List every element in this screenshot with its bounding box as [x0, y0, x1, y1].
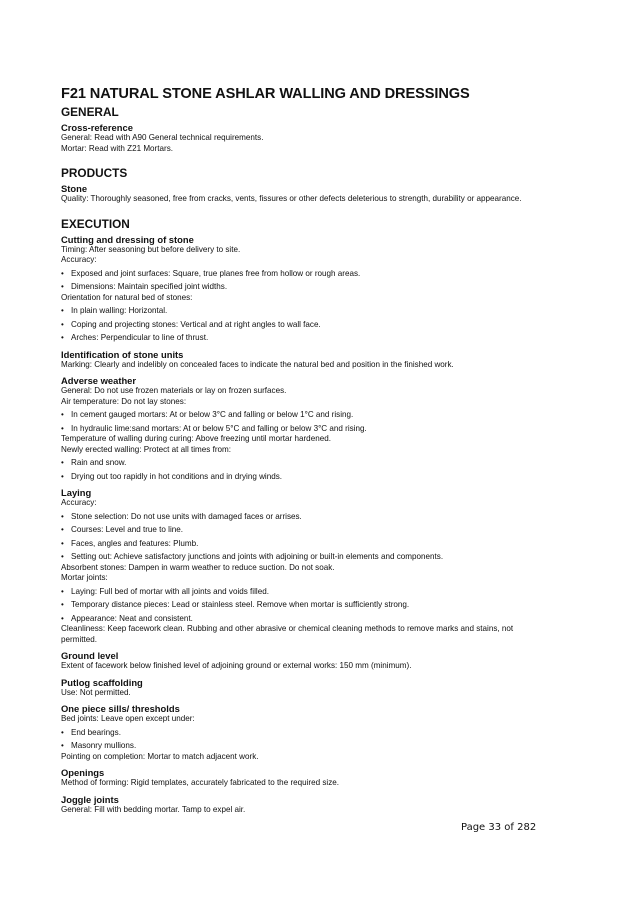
putlog-heading: Putlog scaffolding: [61, 676, 143, 688]
list-item: [61, 472, 561, 483]
sills-pointing: Pointing on completion: Mortar to match adjacent work.: [61, 751, 259, 761]
list-item: [61, 741, 561, 752]
list-item-text: Masonry mullions.: [71, 741, 137, 750]
list-item: [61, 306, 561, 317]
openings-heading: Openings: [61, 767, 105, 778]
page-number: Page 33 of 282: [461, 822, 537, 833]
list-item-text: Arches: Perpendicular to line of thrust.: [71, 333, 209, 342]
stone-heading: Stone: [61, 183, 88, 194]
list-item: [61, 539, 561, 550]
bullet-icon: •: [61, 333, 64, 342]
list-item: [61, 333, 561, 344]
joggle-heading: Joggle joints: [61, 793, 119, 805]
list-item-text: Setting out: Achieve satisfactory junctions and joints with adjoining or built-in elements and components.: [71, 552, 444, 561]
bullet-icon: •: [61, 306, 64, 315]
cutting-timing: Timing: After seasoning but before delivery to site.: [61, 244, 241, 254]
adverse-heading: Adverse weather: [61, 375, 137, 386]
bullet-icon: •: [61, 319, 64, 329]
laying-absorbent: Absorbent stones: Dampen in warm weather to reduce suction. Do not soak.: [61, 562, 335, 572]
laying-heading: Laying: [61, 487, 92, 498]
bullet-icon: •: [61, 423, 64, 433]
bullet-icon: •: [61, 458, 64, 467]
laying-cleanliness: Cleanliness: Keep facework clean. Rubbing and other abrasive or chemical cleaning methods to remove marks and stains, not: [61, 624, 514, 633]
list-item: [61, 269, 561, 280]
list-item: [61, 600, 561, 611]
list-item-text: End bearings.: [71, 727, 121, 737]
list-item-text: Courses: Level and true to line.: [71, 525, 184, 534]
ground-heading: Ground level: [61, 650, 119, 661]
cutting-orientation: Orientation for natural bed of stones:: [61, 292, 193, 302]
sills-heading: One piece sills/ thresholds: [61, 703, 180, 714]
list-item: [61, 458, 561, 469]
crossref-line-2: Mortar: Read with Z21 Mortars.: [61, 143, 173, 153]
laying-cleanliness-cont: permitted.: [61, 634, 97, 644]
cutting-accuracy: Accuracy:: [61, 255, 97, 264]
list-item-text: Exposed and joint surfaces: Square, true planes free from hollow or rough areas.: [71, 268, 361, 278]
list-item: [61, 320, 561, 331]
list-item-text: In cement gauged mortars: At or below 3°C and falling or below 1°C and rising.: [71, 410, 354, 419]
list-item-text: In hydraulic lime:sand mortars: At or below 5°C and falling or below 3°C and rising.: [71, 423, 367, 433]
list-item-text: Faces, angles and features: Plumb.: [71, 538, 199, 548]
list-item-text: Dimensions: Maintain specified joint widths.: [71, 282, 228, 291]
adverse-general: General: Do not use frozen materials or lay on frozen surfaces.: [61, 386, 287, 395]
list-item: [61, 525, 561, 536]
bullet-icon: •: [61, 586, 64, 596]
openings-text: Method of forming: Rigid templates, accurately fabricated to the required size.: [61, 778, 340, 787]
list-item-text: Laying: Full bed of mortar with all joints and voids filled.: [71, 586, 269, 596]
bullet-icon: •: [61, 613, 64, 623]
bullet-icon: •: [61, 410, 64, 419]
list-item-text: Drying out too rapidly in hot conditions and in drying winds.: [71, 471, 283, 481]
products-heading: PRODUCTS: [61, 166, 128, 180]
crossref-heading: Cross-reference: [61, 122, 133, 133]
adverse-curing: Temperature of walling during curing: Above freezing until mortar hardened.: [61, 434, 331, 443]
document-page: [61, 86, 561, 815]
general-heading: GENERAL: [61, 105, 119, 119]
bullet-icon: •: [61, 471, 64, 481]
bullet-icon: •: [61, 538, 64, 548]
laying-mortar-joints: Mortar joints:: [61, 573, 108, 582]
identification-heading: Identification of stone units: [61, 348, 184, 360]
crossref-line-1: General: Read with A90 General technical requirements.: [61, 133, 264, 142]
ground-text: Extent of facework below finished level of adjoining ground or external works: 150 mm (minimum).: [61, 661, 412, 670]
joggle-text: General: Fill with bedding mortar. Tamp to expel air.: [61, 804, 246, 814]
list-item: [61, 614, 561, 625]
stone-quality: Quality: Thoroughly seasoned, free from cracks, vents, fissures or other defects deleterious to strength, durability or appearance.: [61, 194, 522, 203]
adverse-air-temp: Air temperature: Do not lay stones:: [61, 396, 187, 406]
list-item: [61, 552, 561, 563]
cutting-heading: Cutting and dressing of stone: [61, 233, 194, 245]
list-item: [61, 512, 561, 523]
list-item-text: Temporary distance pieces: Lead or stainless steel. Remove when mortar is sufficiently strong.: [71, 600, 410, 609]
list-item-text: In plain walling: Horizontal.: [71, 306, 168, 315]
bullet-icon: •: [61, 282, 64, 291]
laying-accuracy: Accuracy:: [61, 498, 97, 507]
bullet-icon: •: [61, 727, 64, 737]
bullet-icon: •: [61, 511, 64, 521]
list-item: [61, 282, 561, 293]
list-item: [61, 728, 561, 739]
list-item-text: Rain and snow.: [71, 458, 127, 467]
identification-text: Marking: Clearly and indelibly on concealed faces to indicate the natural bed and position in the finished work.: [61, 359, 454, 369]
list-item: [61, 587, 561, 598]
section-title: F21 NATURAL STONE ASHLAR WALLING AND DRESSINGS: [61, 86, 470, 102]
list-item: [61, 410, 561, 421]
adverse-protect: Newly erected walling: Protect at all times from:: [61, 444, 232, 454]
execution-heading: EXECUTION: [61, 216, 130, 231]
list-item-text: Stone selection: Do not use units with damaged faces or arrises.: [71, 511, 302, 521]
sills-bed-joints: Bed joints: Leave open except under:: [61, 714, 195, 723]
bullet-icon: •: [61, 268, 64, 278]
bullet-icon: •: [61, 552, 64, 561]
bullet-icon: •: [61, 600, 64, 609]
putlog-text: Use: Not permitted.: [61, 687, 131, 697]
list-item-text: Coping and projecting stones: Vertical and at right angles to wall face.: [71, 319, 321, 329]
list-item-text: Appearance: Neat and consistent.: [71, 613, 193, 623]
list-item: [61, 424, 561, 435]
bullet-icon: •: [61, 525, 64, 534]
bullet-icon: •: [61, 741, 64, 750]
